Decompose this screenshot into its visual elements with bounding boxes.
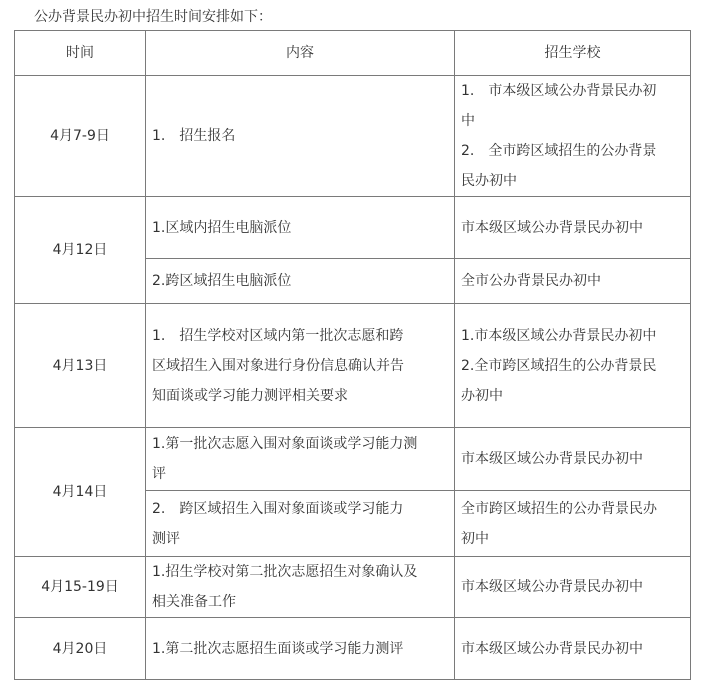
header-school: 招生学校	[455, 31, 691, 76]
school-line: 市本级区域公办背景民办初中	[461, 219, 643, 236]
header-time: 时间	[15, 31, 146, 76]
school-line: 2.全市跨区域招生的公办背景民	[461, 357, 657, 374]
schedule-table	[14, 30, 691, 680]
content-line: 相关准备工作	[152, 594, 236, 610]
table-row	[15, 428, 691, 491]
school-cell	[455, 428, 691, 491]
content-line: 2.跨区域招生电脑派位	[152, 273, 292, 289]
content-line: 1. 招生学校对区域内第一批次志愿和跨	[152, 327, 404, 344]
table-row	[15, 557, 691, 618]
school-line: 1.市本级区域公办背景民办初中	[461, 327, 657, 344]
header-content: 内容	[146, 31, 455, 76]
content-cell	[146, 76, 455, 197]
school-line: 市本级区域公办背景民办初中	[461, 451, 643, 467]
time-cell: 4月12日	[15, 197, 146, 304]
school-cell	[455, 557, 691, 618]
school-line: 1. 市本级区域公办背景民办初	[461, 83, 657, 99]
intro-text: 公办背景民办初中招生时间安排如下：	[34, 9, 272, 25]
table-row	[15, 76, 691, 197]
header-row	[15, 31, 691, 76]
content-line: 区域招生入围对象进行身份信息确认并告	[152, 357, 404, 374]
time-cell: 4月20日	[15, 618, 146, 680]
content-line: 1.招生学校对第二批次志愿招生对象确认及	[152, 564, 418, 580]
school-line: 全市公办背景民办初中	[461, 273, 601, 289]
school-line: 2. 全市跨区域招生的公办背景	[461, 143, 657, 159]
school-cell	[455, 197, 691, 259]
school-line: 市本级区域公办背景民办初中	[461, 579, 643, 595]
content-line: 1.第二批次志愿招生面谈或学习能力测评	[152, 640, 404, 657]
time-cell: 4月13日	[15, 304, 146, 428]
school-line: 全市跨区域招生的公办背景民办	[461, 500, 657, 517]
school-line: 民办初中	[461, 173, 517, 189]
school-cell	[455, 304, 691, 428]
content-cell	[146, 259, 455, 304]
school-line: 初中	[461, 530, 489, 547]
content-cell	[146, 304, 455, 428]
content-cell	[146, 491, 455, 557]
content-cell	[146, 618, 455, 680]
content-line: 1.第一批次志愿入围对象面谈或学习能力测	[152, 436, 418, 452]
content-cell	[146, 557, 455, 618]
content-cell	[146, 197, 455, 259]
content-cell	[146, 428, 455, 491]
content-line: 测评	[152, 530, 180, 547]
content-line: 1.区域内招生电脑派位	[152, 219, 292, 236]
content-line: 评	[152, 466, 166, 482]
time-cell: 4月14日	[15, 428, 146, 557]
school-cell	[455, 618, 691, 680]
content-line: 知面谈或学习能力测评相关要求	[152, 387, 348, 404]
table-row	[15, 618, 691, 680]
school-line: 办初中	[461, 387, 503, 404]
table-row	[15, 197, 691, 259]
school-line: 市本级区域公办背景民办初中	[461, 640, 643, 657]
table-row	[15, 304, 691, 428]
school-cell	[455, 76, 691, 197]
school-cell	[455, 259, 691, 304]
content-line: 2. 跨区域招生入围对象面谈或学习能力	[152, 500, 404, 517]
time-cell: 4月7-9日	[15, 76, 146, 197]
school-cell	[455, 491, 691, 557]
time-cell: 4月15-19日	[15, 557, 146, 618]
school-line: 中	[461, 113, 475, 129]
content-line: 1. 招生报名	[152, 128, 236, 144]
